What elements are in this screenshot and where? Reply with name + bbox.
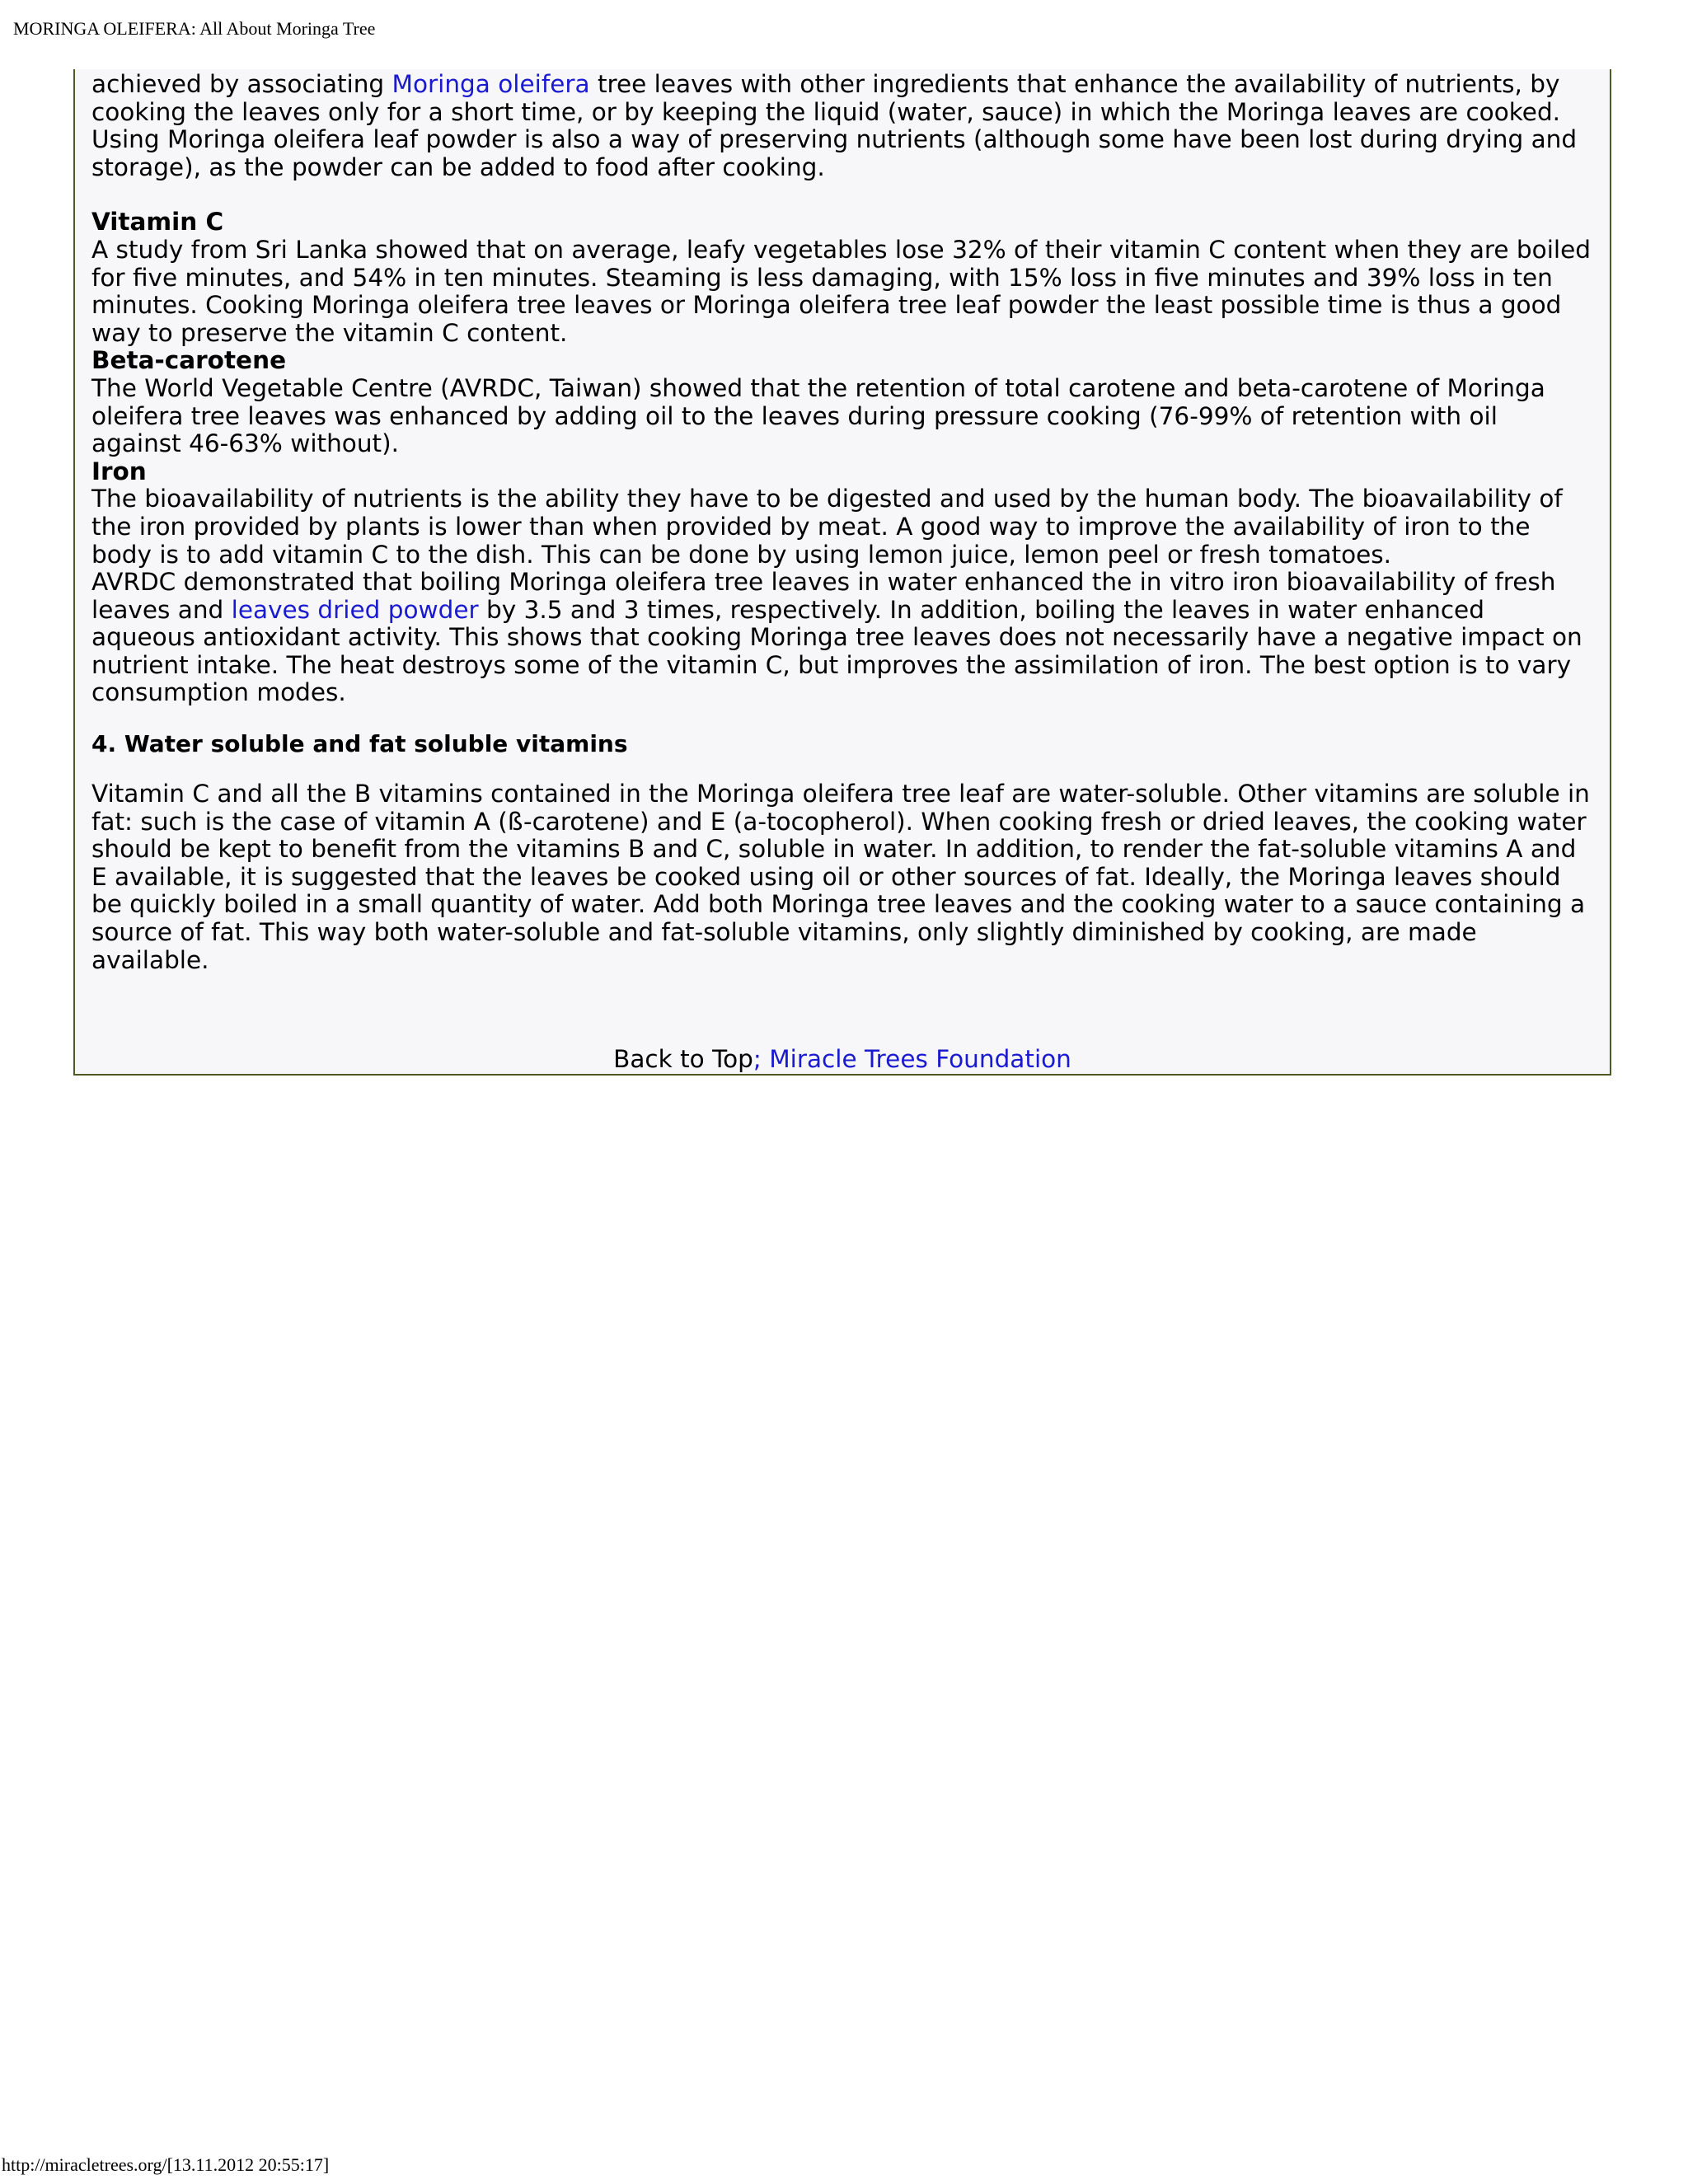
- section-4-paragraph: Vitamin C and all the B vitamins contained in the Moringa oleifera tree leaf are water-soluble. Other vitamins are soluble in fat: such is the case of vitamin A (ß-carotene) and E (a-tocopherol). When cooking fresh or dried leaves, the cooking water should be kept to benefit from the vitamins B and C, soluble in water. In addition, to render the fat-soluble vitamins A and E available, it is suggested that the leaves be cooked using oil or other sources of fat. Ideally, the Moringa leaves should be quickly boiled in a small quantity of water. Add both Moringa tree leaves and the cooking water to a sauce containing a source of fat. This way both water-soluble and fat-soluble vitamins, only slightly diminished by cooking, are made available.: [91, 780, 1590, 974]
- vitamin-c-paragraph: A study from Sri Lanka showed that on average, leafy vegetables lose 32% of their vitamin C content when they are boiled for five minutes, and 54% in ten minutes. Steaming is less damaging, with 15% loss in five minutes and 39% loss in ten minutes. Cooking Moringa oleifera tree leaves or Moringa oleifera tree leaf powder the least possible time is thus a good way to preserve the vitamin C content.: [91, 235, 1591, 347]
- iron-text-after: by 3.5 and 3 times, respectively. In addition, boiling the leaves in water enhanced aqueous antioxidant activity. This shows that cooking Moringa tree leaves does not necessarily have a negative impact on nutrient intake. The heat destroys some of the vitamin C, but improves the assimilation of iron. The best option is to vary consumption modes.: [91, 595, 1582, 707]
- back-to-top-label: Back to Top: [613, 1045, 753, 1074]
- intro-text-before: achieved by associating: [91, 70, 392, 98]
- moringa-oleifera-link[interactable]: Moringa oleifera: [392, 70, 590, 98]
- vitamin-c-heading: Vitamin C: [91, 208, 224, 237]
- iron-text-before: AVRDC demonstrated that boiling Moringa oleifera tree leaves in water enhanced the in vitro iron bioavailability of fresh leaves and: [91, 568, 1556, 624]
- bottom-nav: [91, 1045, 1593, 1073]
- iron-paragraph-1: The bioavailability of nutrients is the ability they have to be digested and used by the human body. The bioavailability of the iron provided by plants is lower than when provided by meat. A good way to improve the availability of iron to the body is to add vitamin C to the dish. This can be done by using lemon juice, lemon peel or fresh tomatoes.: [91, 485, 1563, 569]
- print-header-title: MORINGA OLEIFERA: All About Moringa Tree: [13, 18, 376, 39]
- iron-heading: Iron: [91, 457, 147, 485]
- beta-carotene-paragraph: The World Vegetable Centre (AVRDC, Taiwan) showed that the retention of total carotene and beta-carotene of Moringa oleifera tree leaves was enhanced by adding oil to the leaves during pressure cooking (76-99% of retention with oil against 46-63% without).: [91, 373, 1545, 458]
- intro-paragraph: [91, 71, 1593, 181]
- beta-carotene-heading: Beta-carotene: [91, 346, 287, 375]
- print-footer-url: http://miracletrees.org/[13.11.2012 20:55:17]: [2, 2154, 330, 2175]
- section-4-heading: 4. Water soluble and fat soluble vitamins: [91, 730, 628, 758]
- article-content-box: [73, 69, 1611, 1076]
- intro-text-after: tree leaves with other ingredients that enhance the availability of nutrients, by cooking the leaves only for a short time, or by keeping the liquid (water, sauce) in which the Moringa leaves are cooked. Using Moringa oleifera leaf powder is also a way of preserving nutrients (although some have been lost during drying and storage), as the powder can be added to food after cooking.: [91, 70, 1578, 181]
- nav-separator: ;: [753, 1045, 770, 1074]
- leaves-dried-powder-link[interactable]: leaves dried powder: [231, 595, 479, 624]
- miracle-trees-foundation-link[interactable]: Miracle Trees Foundation: [769, 1045, 1071, 1074]
- iron-paragraph-2: [91, 569, 1593, 707]
